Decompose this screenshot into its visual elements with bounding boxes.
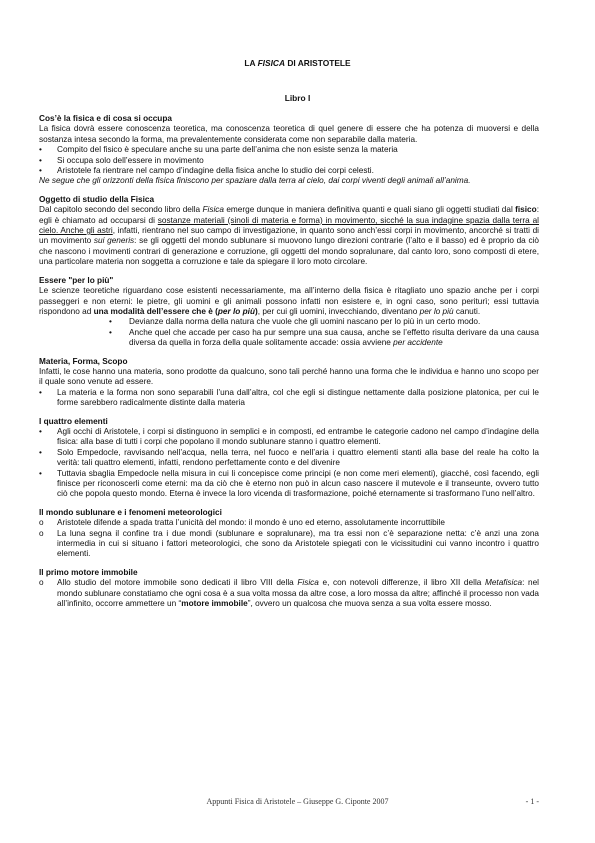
bullet-marker: • — [39, 447, 42, 457]
footer-text: Appunti Fisica di Aristotele – Giuseppe G. Ciponte 2007 — [206, 797, 389, 806]
list-item: o La luna segna il confine tra i due mondi (sublunare e sopralunare), ma tra essi non c’è separazione netta: c’è anzi una zona intermedia in cui si situano i fattori meteorologici, che sono da Aristotele spiegati con le vicissitudini cui vanno incontro i quattro elementi. — [39, 528, 539, 559]
main-content — [39, 114, 539, 617]
bullet-list — [39, 317, 539, 348]
section-heading: Oggetto di studio della Fisica — [39, 194, 155, 204]
section-matter-form-purpose — [39, 357, 539, 409]
list-item: o Allo studio del motore immobile sono dedicati il libro VIII della Fisica e, con notevoli differenze, il libro XII della Metafisica: nel mondo sublunare constatiamo che ogni cosa è a sua volta mossa da altre cose, a loro mossa da altre; affinché il processo non vada all’infinito, occorre ammettere un “motore immobile”, ovvero un qualcosa che muova senza a sua volta essere mosso. — [39, 578, 539, 609]
bullet-list — [39, 145, 539, 176]
section-heading: Cos’è la fisica e di cosa si occupa — [39, 114, 172, 123]
section-per-lo-piu — [39, 276, 539, 349]
section-unmoved-mover — [39, 568, 539, 610]
bullet-list — [39, 578, 539, 609]
bullet-marker: o — [39, 518, 44, 528]
paragraph: Infatti, le cose hanno una materia, sono prodotte da qualcuno, sono tali perché hanno una forma che le individua e hanno uno scopo per il quale sono venute ad essere. — [39, 366, 539, 387]
bullet-marker: • — [39, 145, 42, 155]
list-item: • Anche quel che accade per caso ha pur sempre una sua causa, anche se l’effetto risulta derivare da una causa diversa da quella in forza della quale solitamente accade: ossia avviene per accidente — [109, 327, 539, 348]
book-heading: Libro I — [284, 93, 311, 103]
section-heading: Essere "per lo più" — [39, 275, 114, 285]
document-title: LA FISICA DI ARISTOTELE — [244, 58, 351, 68]
page-number: - 1 - — [525, 797, 539, 806]
section-heading: I quattro elementi — [39, 416, 108, 426]
bullet-marker: • — [39, 155, 42, 165]
bullet-marker: • — [39, 387, 42, 397]
section-object-of-study — [39, 195, 539, 268]
section-four-elements — [39, 417, 539, 500]
bullet-list — [39, 518, 539, 560]
list-item: • Tuttavia sbaglia Empedocle nella misura in cui li concepisce come principi (e non come meri elementi), giacché, così facendo, egli finisce per riconoscerli come eterni: ma da ciò che è eterno non può in alcun caso nascere il mutevole e il transeunte, ovvero tutto ciò che popola questo mondo. Eterna è invece la loro vicenda di trasformazione, poiché eternamente si trasformano l’uno nell’altro. — [39, 468, 539, 499]
bullet-marker: • — [109, 317, 112, 327]
paragraph: Le scienze teoretiche riguardano cose esistenti necessariamente, ma all’interno della fisica è ritagliato uno spazio anche per i corpi passeggeri e non eterni: le pietre, gli uomini e gli animali possono infatti non esistere e, in ogni caso, sono periturì; essi tuttavia rispondono ad una modalità dell’essere che è (per lo più), per cui gli uomini, invecchiando, diventano per lo più canuti. — [39, 286, 539, 316]
bullet-marker: • — [39, 426, 42, 436]
bullet-marker: • — [39, 468, 42, 478]
section-heading: Materia, Forma, Scopo — [39, 356, 128, 366]
bullet-list — [39, 388, 539, 409]
bullet-list — [39, 427, 539, 500]
italic-paragraph: Ne segue che gli orizzonti della fisica finiscono per spaziare dalla terra al cielo, dai corpi viventi degli animali all’anima. — [39, 176, 471, 186]
bullet-marker: o — [39, 578, 44, 588]
list-item: • Agli occhi di Aristotele, i corpi si distinguono in semplici e in composti, ed entrambe le categorie cadono nel campo d’indagine della fisica: alla base di tutti i corpi che popolano il mondo sublunare stanno i quattro elementi. — [39, 426, 539, 447]
section-what-is-physics — [39, 114, 539, 187]
list-item: • Compito del fisico è speculare anche su una parte dell’anima che non esiste senza la materia — [39, 145, 398, 155]
bullet-marker: • — [39, 166, 42, 176]
list-item: • Aristotele fa rientrare nel campo d’indagine della fisica anche lo studio dei corpi celesti. — [39, 166, 374, 176]
list-item: • Si occupa solo dell’essere in movimento — [39, 155, 204, 165]
bullet-marker: • — [109, 327, 112, 337]
section-heading: Il primo motore immobile — [39, 567, 138, 577]
list-item: • Solo Empedocle, ravvisando nell’acqua, nella terra, nel fuoco e nell’aria i quattro elementi stanti alla base del reale ha colto la verità: tali quattro elementi, infatti, rendono perfettamente conto e del divenire — [39, 447, 539, 468]
bullet-marker: o — [39, 528, 44, 538]
section-sublunar-world — [39, 508, 539, 560]
paragraph: Dal capitolo secondo del secondo libro della Fisica emerge dunque in maniera definitiva quanti e quali siano gli oggetti studiati dal fisico: egli è chiamato ad occuparsi di sostanze materiali (sinoli di materia e forma) in movimento, sicché la sua indagine spazia dalla terra al cielo. Anche gli astri, infatti, rientrano nel suo campo di investigazione, in quanto sono anch’essi corpi in movimento, ancorché si tratti di un movimento sui generis: se gli oggetti del mondo sublunare si muovono lungo direzioni contrarie (l’alto e il basso) ed è proprio da ciò che nascono i movimenti contrari di generazione e corruzione, gli oggetti del mondo sopralunare, dal canto loro, sono composti di etere, una particolare materia non soggetta a corruzione e tale da spiegare il loro moto circolare. — [39, 205, 540, 267]
paragraph: La fisica dovrà essere conoscenza teoretica, ma conoscenza teoretica di quel genere di essere che ha potenza di muoversi e della sostanza intesa secondo la forma, ma prevalentemente considerata come non separabile dalla materia. — [39, 124, 539, 144]
list-item: • La materia e la forma non sono separabili l’una dall’altra, col che egli si distingue nettamente dalla posizione platonica, per cui le forme sarebbero radicalmente distinte dalla materia — [39, 387, 539, 408]
section-heading: Il mondo sublunare e i fenomeni meteorologici — [39, 507, 222, 517]
list-item: o Aristotele difende a spada tratta l’unicità del mondo: il mondo è uno ed eterno, assolutamente incorruttibile — [39, 518, 445, 528]
list-item: • Devianze dalla norma della natura che vuole che gli uomini nascano per lo più in un certo modo. — [109, 317, 481, 327]
